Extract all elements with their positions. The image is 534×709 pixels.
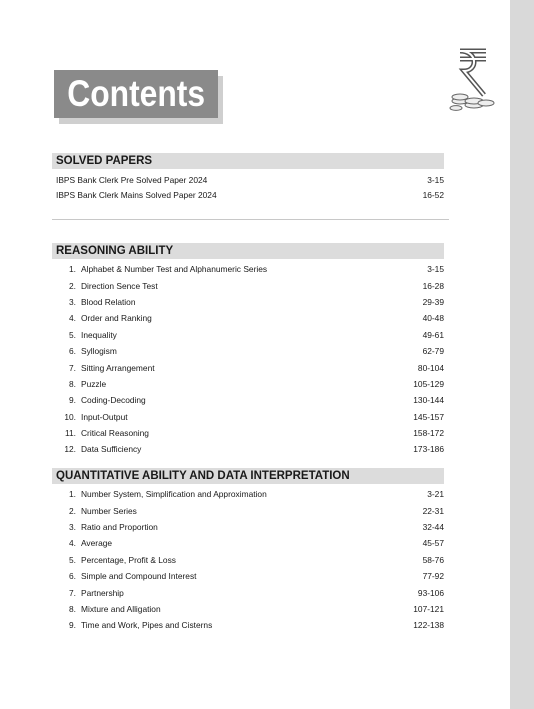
entry-title: Percentage, Profit & Loss: [81, 554, 176, 565]
list-item: [56, 535, 444, 551]
entry-pages: 49-61: [422, 329, 444, 340]
entry-title: Sitting Arrangement: [81, 362, 155, 373]
list-item: [56, 519, 444, 535]
entry-title: Critical Reasoning: [81, 428, 149, 439]
entry-number: 5.: [69, 329, 76, 340]
entry-title: Number Series: [81, 505, 137, 516]
entry-number: 8.: [69, 603, 76, 614]
entry-title: Number System, Simplification and Approximation: [81, 489, 267, 500]
entry-pages: 77-92: [422, 571, 444, 582]
entry-pages: 173-186: [413, 444, 444, 455]
entry-number: 10.: [64, 411, 76, 422]
entry-title: Time and Work, Pipes and Cisterns: [81, 620, 213, 631]
list-item: [56, 601, 444, 617]
entry-number: 5.: [69, 554, 76, 565]
entry-title: Data Sufficiency: [81, 444, 142, 455]
entry-pages: 158-172: [413, 428, 444, 439]
list-item: [56, 294, 444, 310]
entry-pages: 16-28: [422, 280, 444, 291]
entry-number: 4.: [69, 538, 76, 549]
entry-number: 8.: [69, 378, 76, 389]
solved-papers-section: [52, 153, 444, 202]
entry-title: Order and Ranking: [81, 313, 152, 324]
entry-pages: 3-15: [427, 174, 444, 185]
entry-number: 4.: [69, 313, 76, 324]
list-item: [56, 327, 444, 343]
list-item: [56, 343, 444, 359]
entry-title: Ratio and Proportion: [81, 521, 158, 532]
section-heading: QUANTITATIVE ABILITY AND DATA INTERPRETATION: [52, 468, 444, 484]
entry-number: 3.: [69, 521, 76, 532]
entry-pages: 29-39: [422, 296, 444, 307]
entry-pages: 145-157: [413, 411, 444, 422]
entry-pages: 93-106: [417, 587, 444, 598]
entry-number: 3.: [69, 296, 76, 307]
entry-title: Direction Sence Test: [81, 280, 158, 291]
entry-title: Average: [81, 538, 113, 549]
entry-title: IBPS Bank Clerk Mains Solved Paper 2024: [56, 189, 217, 200]
entry-number: 9.: [69, 620, 76, 631]
entry-number: 11.: [64, 428, 76, 439]
list-item: [56, 568, 444, 584]
rupee-coins-icon: [448, 45, 496, 113]
entry-number: 2.: [69, 505, 76, 516]
entry-number: 6.: [69, 346, 76, 357]
section-heading: REASONING ABILITY: [52, 243, 444, 259]
entry-title: Simple and Compound Interest: [81, 571, 197, 582]
list-item: [56, 392, 444, 408]
list-item: [56, 261, 444, 277]
quant-list: [52, 484, 444, 634]
entry-number: 1.: [69, 489, 76, 500]
list-item: [56, 584, 444, 600]
entry-pages: 22-31: [422, 505, 444, 516]
page-edge-bar: [510, 0, 534, 709]
list-item: [56, 486, 444, 502]
entry-pages: 130-144: [413, 395, 444, 406]
entry-number: 1.: [69, 264, 76, 275]
list-item: [56, 359, 444, 375]
entry-pages: 3-21: [427, 489, 444, 500]
list-item: [56, 425, 444, 441]
entry-pages: 80-104: [417, 362, 444, 373]
entry-number: 2.: [69, 280, 76, 291]
entry-title: Input-Output: [81, 411, 128, 422]
entry-pages: 105-129: [413, 378, 444, 389]
entry-title: IBPS Bank Clerk Pre Solved Paper 2024: [56, 174, 208, 185]
list-item: [56, 441, 444, 457]
list-item: [56, 617, 444, 633]
list-item: [56, 277, 444, 293]
list-item: [56, 310, 444, 326]
entry-pages: 16-52: [422, 189, 444, 200]
entry-pages: 40-48: [422, 313, 444, 324]
section-divider: [52, 219, 449, 220]
entry-title: Mixture and Alligation: [81, 603, 161, 614]
reasoning-section: [52, 243, 444, 458]
entry-title: Inequality: [81, 329, 117, 340]
entry-title: Syllogism: [81, 346, 117, 357]
entry-pages: 32-44: [422, 521, 444, 532]
entry-number: 6.: [69, 571, 76, 582]
entry-pages: 58-76: [422, 554, 444, 565]
entry-title: Partnership: [81, 587, 124, 598]
entry-title: Blood Relation: [81, 296, 136, 307]
entry-number: 12.: [64, 444, 76, 455]
entry-title: Coding-Decoding: [81, 395, 146, 406]
entry-pages: 122-138: [413, 620, 444, 631]
list-item: [56, 376, 444, 392]
solved-papers-list: [52, 169, 444, 202]
entry-number: 9.: [69, 395, 76, 406]
entry-pages: 45-57: [422, 538, 444, 549]
list-item: [56, 172, 444, 187]
list-item: [56, 502, 444, 518]
entry-number: 7.: [69, 362, 76, 373]
section-heading: SOLVED PAPERS: [52, 153, 444, 169]
quant-section: [52, 468, 444, 634]
entry-pages: 3-15: [427, 264, 444, 275]
entry-title: Puzzle: [81, 378, 107, 389]
entry-number: 7.: [69, 587, 76, 598]
list-item: [56, 552, 444, 568]
title-box: [54, 70, 218, 118]
page-title: Contents: [67, 73, 205, 114]
entry-pages: 62-79: [422, 346, 444, 357]
reasoning-list: [52, 259, 444, 458]
entry-pages: 107-121: [413, 603, 444, 614]
list-item: [56, 409, 444, 425]
entry-title: Alphabet & Number Test and Alphanumeric Series: [81, 264, 268, 275]
list-item: [56, 187, 444, 202]
